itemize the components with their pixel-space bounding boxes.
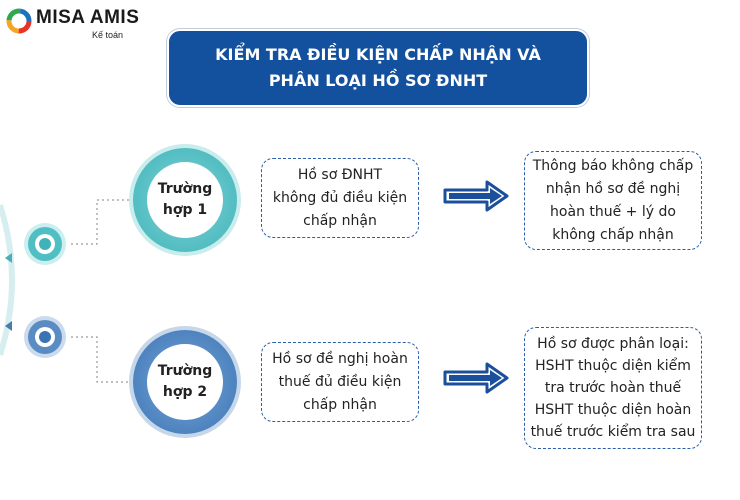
case-2-condition-line: Hồ sơ đề nghị hoàn: [272, 350, 408, 367]
case-2-result-line: Hồ sơ được phân loại:: [537, 336, 689, 352]
target-node-1-dot: [39, 238, 51, 250]
connector-case-2: [71, 337, 135, 382]
target-node-1-ring: [35, 234, 55, 254]
logo-brand-name: MISA AMIS: [36, 7, 140, 28]
arrow-right-icon: [443, 362, 509, 394]
case-1-label-line-1: Trường: [157, 181, 213, 197]
case-1-label-line-2: hợp 1: [162, 202, 208, 218]
small-arrow-1: [5, 253, 12, 263]
case-1-label: [147, 162, 223, 238]
case-2-condition-line: chấp nhận: [303, 396, 377, 413]
case-1-condition-box: [261, 158, 419, 238]
target-node-2-dot: [39, 331, 51, 343]
case-2-label: [147, 344, 223, 420]
case-1-result-box: [524, 151, 702, 250]
case-1-condition-line: Hồ sơ ĐNHT: [297, 166, 383, 183]
case-1-result-line: không chấp nhận: [552, 226, 674, 243]
case-2-result-line: tra trước hoàn thuế: [544, 380, 682, 396]
target-node-2: [28, 320, 62, 354]
case-2-result-line: HSHT thuộc diện kiểm: [535, 358, 691, 374]
case-2-result-box: [524, 327, 702, 449]
small-arrow-2: [5, 321, 12, 331]
connector-case-1: [71, 200, 135, 244]
case-2-condition-line: thuế đủ điều kiện: [278, 373, 402, 390]
left-arc: [0, 205, 12, 355]
arrow-right-icon: [443, 180, 509, 212]
case-1-result-line: Thông báo không chấp: [532, 157, 694, 174]
title-line-1: KIỂM TRA ĐIỀU KIỆN CHẤP NHẬN VÀ: [215, 45, 541, 64]
case-1-condition-line: không đủ điều kiện: [272, 189, 408, 206]
case-2-condition-box: [261, 342, 419, 422]
logo-product-name: Kế toán: [92, 30, 124, 40]
case-2-result-line: HSHT thuộc diện hoàn: [534, 402, 692, 418]
case-2-label-line-1: Trường: [157, 363, 213, 379]
case-2-circle: [133, 330, 237, 434]
case-1-result-line: hoàn thuế + lý do: [550, 203, 676, 220]
title-line-2: PHÂN LOẠI HỒ SƠ ĐNHT: [268, 71, 488, 90]
case-2-result-line: thuế trước kiểm tra sau: [530, 424, 696, 440]
target-node-1: [28, 227, 62, 261]
case-2-label-line-2: hợp 2: [162, 384, 208, 400]
target-node-2-ring: [35, 327, 55, 347]
case-1-circle: [133, 148, 237, 252]
case-1-condition-line: chấp nhận: [303, 212, 377, 229]
case-1-result-line: nhận hồ sơ đề nghị: [545, 180, 681, 197]
